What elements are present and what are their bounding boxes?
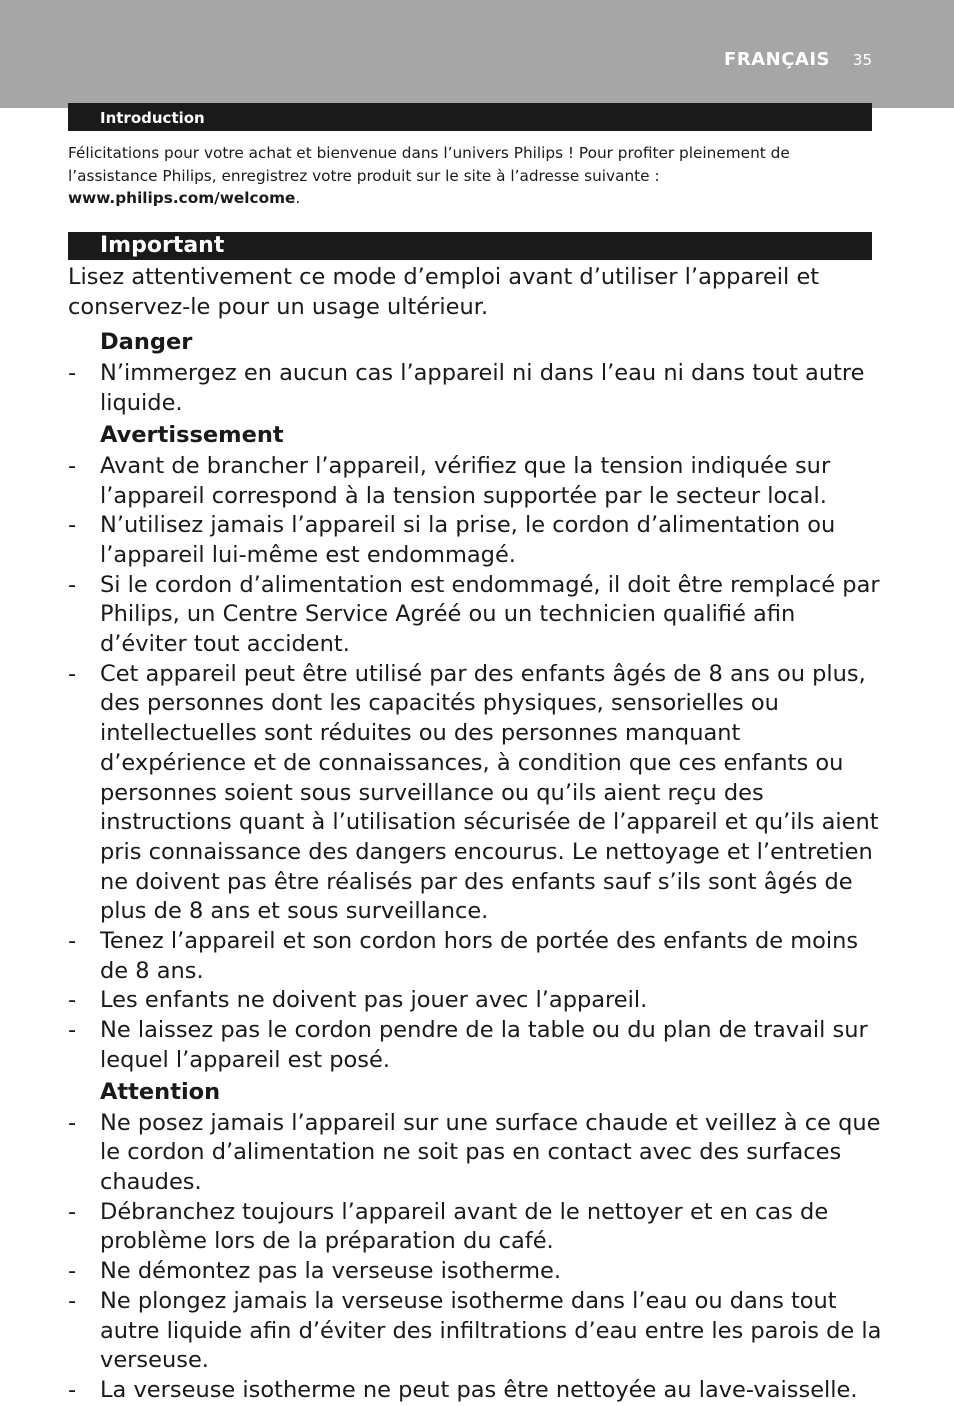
list-item-text: La verseuse isotherme ne peut pas être nettoyée au lave-vaisselle. [100, 1376, 858, 1403]
bullet-dash: - [68, 512, 77, 539]
list-item-text: Si le cordon d’alimentation est endommagé, il doit être remplacé par Philips, un Centre Service Agréé ou un technicien qualifié afin d’éviter tout accident. [100, 571, 880, 658]
important-heading: Important [68, 232, 872, 260]
bullet-dash: - [68, 1376, 77, 1403]
section-list [68, 359, 888, 418]
list-item-text: Ne plongez jamais la verseuse isotherme dans l’eau ou dans tout autre liquide afin d’éviter des infiltrations d’eau entre les parois de la verseuse. [100, 1287, 882, 1374]
list-item-text: Débranchez toujours l’appareil avant de le nettoyer et en cas de problème lors de la préparation du café. [100, 1198, 829, 1255]
list-item [68, 1109, 888, 1198]
list-item [68, 1257, 888, 1287]
important-content [68, 263, 888, 1406]
section-list [68, 1109, 888, 1406]
list-item [68, 452, 888, 511]
language-label: FRANÇAIS [724, 49, 830, 70]
list-item [68, 927, 888, 986]
bullet-dash: - [68, 571, 77, 598]
list-item-text: Tenez l’appareil et son cordon hors de portée des enfants de moins de 8 ans. [100, 928, 859, 984]
list-item [68, 660, 888, 927]
list-item-text: Ne posez jamais l’appareil sur une surface chaude et veillez à ce que le cordon d’alimentation ne soit pas en contact avec des surfaces chaudes. [100, 1109, 881, 1195]
bullet-dash: - [68, 1287, 77, 1314]
bullet-dash: - [68, 360, 77, 387]
section-list [68, 452, 888, 1076]
list-item-text: Avant de brancher l’appareil, vérifiez que la tension indiquée sur l’appareil correspond à la tension supportée par le secteur local. [100, 452, 831, 509]
list-item [68, 1198, 888, 1257]
introduction-heading: Introduction [68, 103, 872, 131]
bullet-dash: - [68, 660, 77, 687]
list-item-text: N’immergez en aucun cas l’appareil ni dans l’eau ni dans tout autre liquide. [100, 360, 865, 417]
list-item [68, 1287, 888, 1376]
list-item [68, 359, 888, 418]
list-item-text: N’utilisez jamais l’appareil si la prise, le cordon d’alimentation ou l’appareil lui-même est endommagé. [100, 512, 836, 568]
bullet-dash: - [68, 928, 77, 955]
bullet-dash: - [68, 1109, 77, 1136]
url-suffix: . [295, 189, 301, 207]
list-item [68, 986, 888, 1016]
list-item [68, 571, 888, 660]
bullet-dash: - [68, 1258, 77, 1285]
bullet-dash: - [68, 987, 77, 1014]
safety-sections [68, 326, 888, 1405]
page-number: 35 [852, 51, 872, 69]
section-title-danger: Danger [100, 329, 193, 356]
introduction-paragraph: Félicitations pour votre achat et bienvenue dans l’univers Philips ! Pour profiter pleinement de l’assistance Philips, enregistrez votre produit sur le site à l’adresse suivante : [68, 144, 790, 185]
introduction-text [68, 142, 848, 210]
list-item-text: Cet appareil peut être utilisé par des enfants âgés de 8 ans ou plus, des personnes dont les capacités physiques, sensorielles ou intellectuelles sont réduites ou des personnes manquant d’expérience et de connaissances, à condition que ces enfants ou personnes soient sous surveillance ou qu’ils aient reçu des instructions quant à l’utilisation sécurisée de l’appareil et qu’ils aient pris connaissance des dangers encourus. Le nettoyage et l’entretien ne doivent pas être réalisés par des enfants sauf s’ils sont âgés de plus de 8 ans et sous surveillance. [100, 660, 879, 925]
section-title-attention: Attention [100, 1078, 221, 1105]
page-header [0, 0, 954, 108]
important-lead: Lisez attentivement ce mode d’emploi avant d’utiliser l’appareil et conservez-le pour un usage ultérieur. [68, 264, 820, 320]
list-item [68, 511, 888, 570]
section-title-avertissement: Avertissement [100, 421, 284, 448]
welcome-url[interactable]: www.philips.com/welcome [68, 189, 296, 207]
list-item-text: Ne démontez pas la verseuse isotherme. [100, 1258, 562, 1285]
list-item [68, 1376, 888, 1406]
bullet-dash: - [68, 1017, 77, 1044]
bullet-dash: - [68, 1198, 77, 1225]
bullet-dash: - [68, 452, 77, 479]
list-item [68, 1016, 888, 1075]
list-item-text: Ne laissez pas le cordon pendre de la table ou du plan de travail sur lequel l’appareil est posé. [100, 1017, 868, 1073]
list-item-text: Les enfants ne doivent pas jouer avec l’appareil. [100, 987, 648, 1014]
